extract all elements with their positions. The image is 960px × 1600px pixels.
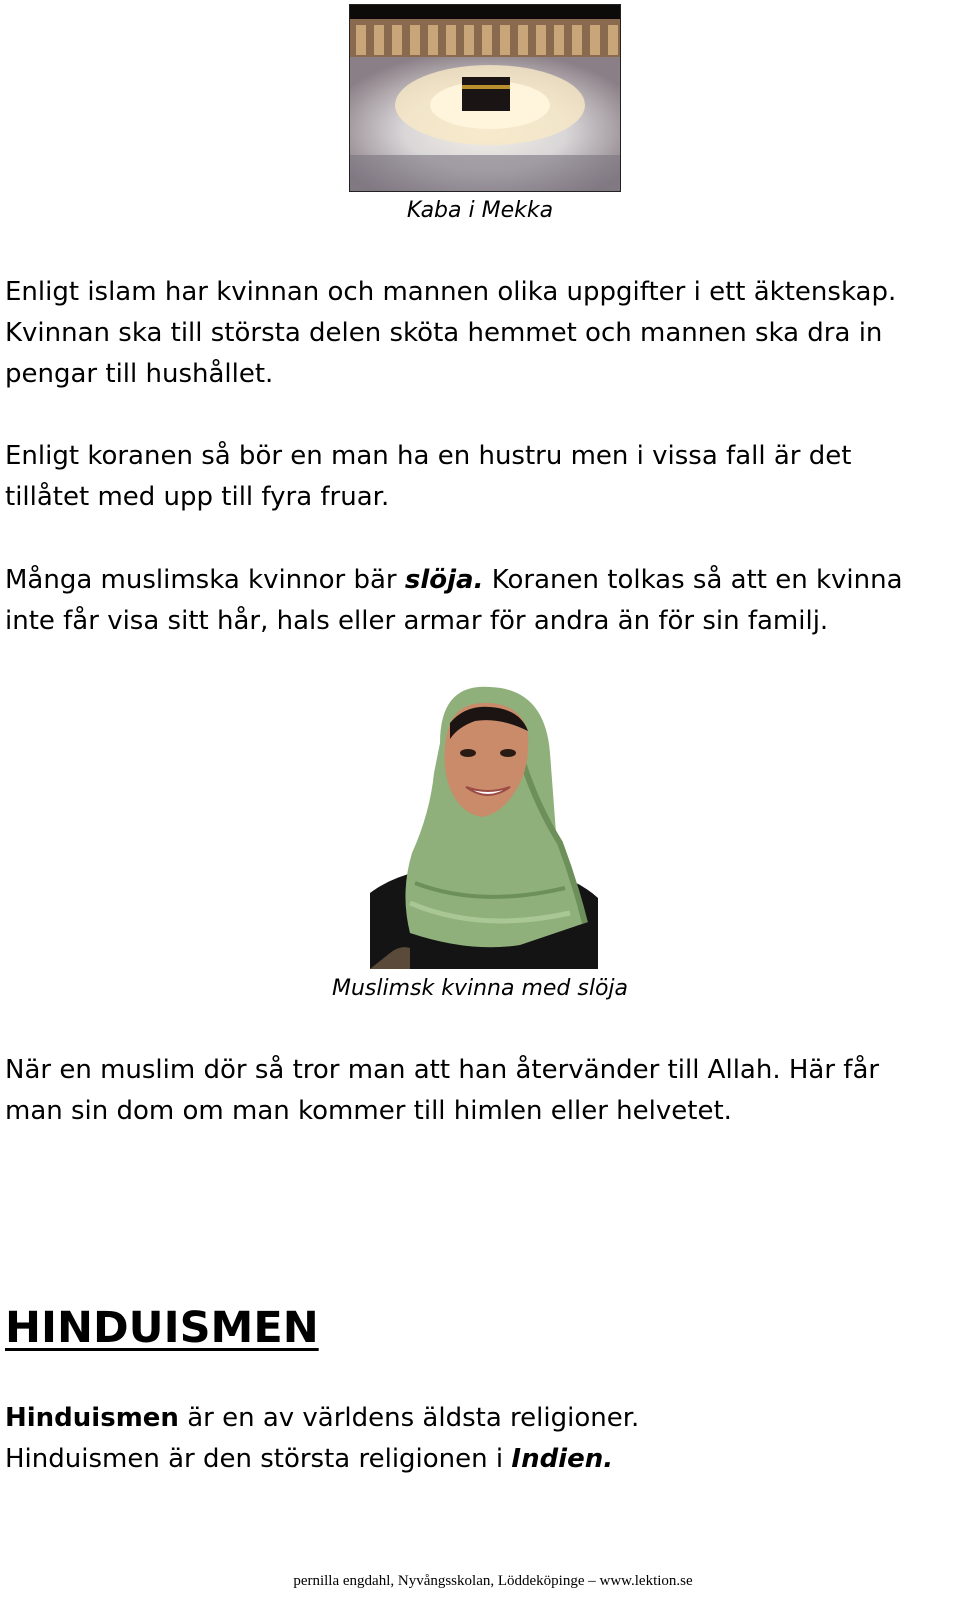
text-line: Enligt islam har kvinnan och mannen olika uppgifter i ett äktenskap. — [5, 277, 897, 307]
text-run: Hinduismen är den största religionen i — [5, 1444, 512, 1474]
paragraph-veil — [5, 560, 955, 642]
page-footer: pernilla engdahl, Nyvångsskolan, Löddeköpinge – www.lektion.se — [293, 1573, 693, 1589]
woman-photo — [370, 683, 598, 969]
text-line — [5, 1439, 955, 1480]
kaba-caption: Kaba i Mekka — [406, 198, 554, 223]
text-run: är en av världens äldsta religioner. — [178, 1403, 640, 1433]
section-heading: HINDUISMEN — [5, 1303, 319, 1353]
kaba-photo — [349, 4, 621, 192]
text-line: Kvinnan ska till största delen sköta hemmet och mannen ska dra in — [5, 318, 883, 348]
paragraph-wives — [5, 436, 955, 518]
hinduism-term: Hinduismen — [5, 1403, 179, 1433]
paragraph-marriage-roles — [5, 272, 955, 395]
text-line: När en muslim dör så tror man att han återvänder till Allah. Här får — [5, 1055, 880, 1085]
text-line: Enligt koranen så bör en man ha en hustru men i vissa fall är det — [5, 441, 852, 471]
veil-term: slöja. — [404, 565, 484, 595]
text-line: pengar till hushållet. — [5, 359, 274, 389]
paragraph-hinduism — [5, 1398, 955, 1480]
text-line — [5, 1398, 955, 1439]
text-run: Många muslimska kvinnor bär — [5, 565, 405, 595]
text-line — [5, 560, 955, 601]
text-line: man sin dom om man kommer till himlen eller helvetet. — [5, 1096, 732, 1126]
paragraph-afterlife — [5, 1050, 955, 1132]
woman-caption: Muslimsk kvinna med slöja — [331, 976, 629, 1001]
india-term: Indien. — [511, 1444, 614, 1474]
woman-photo-graphic — [370, 683, 598, 969]
text-run: Koranen tolkas så att en kvinna — [483, 565, 903, 595]
text-line: inte får visa sitt hår, hals eller armar för andra än för sin familj. — [5, 606, 829, 636]
kaba-photo-graphic — [350, 5, 620, 191]
text-line: tillåtet med upp till fyra fruar. — [5, 482, 390, 512]
